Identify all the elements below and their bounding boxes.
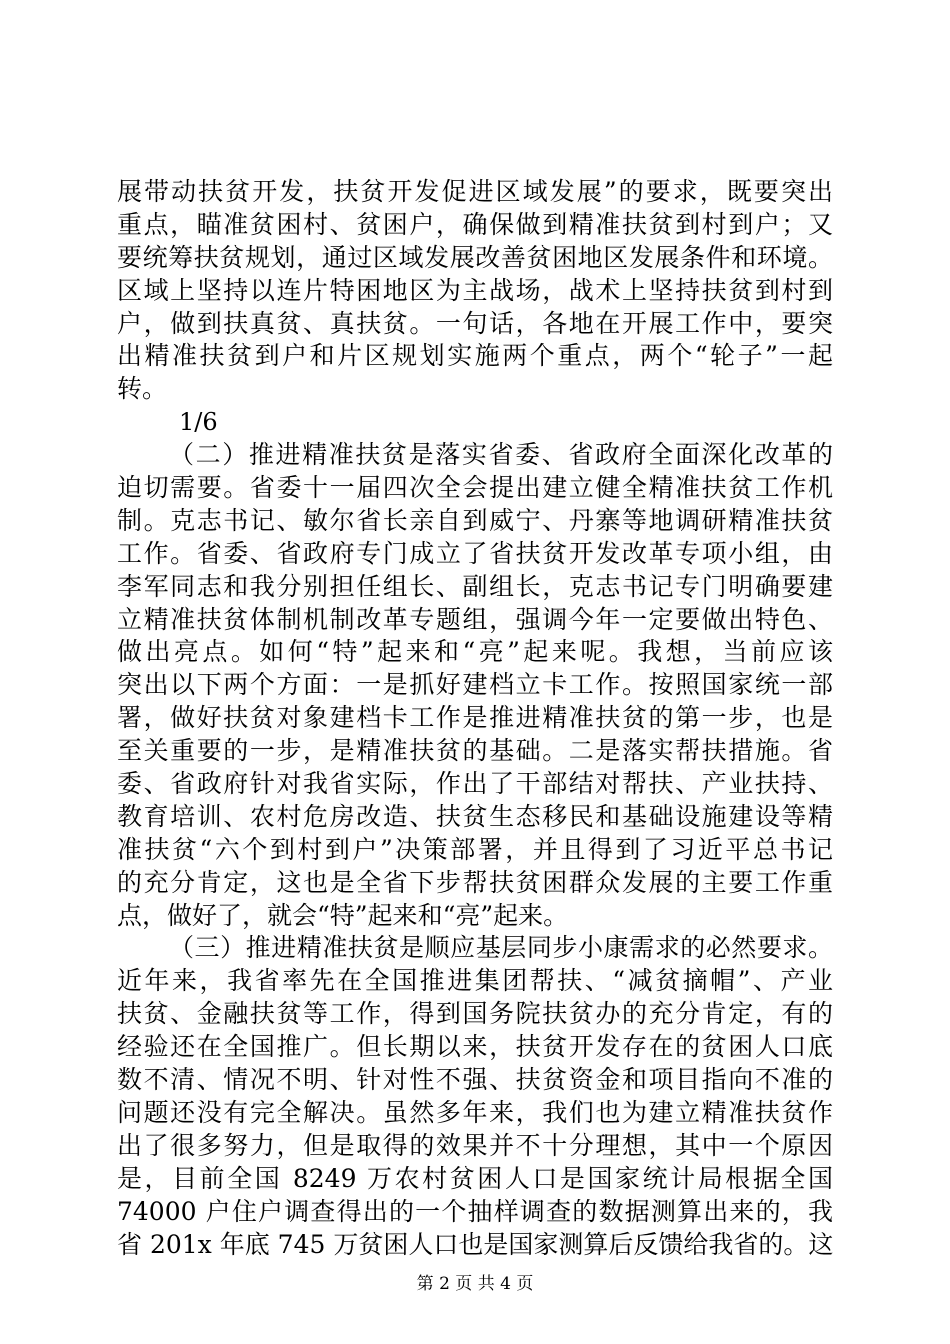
text-line: 74000 户住户调查得出的一个抽样调查的数据测算出来的，我 [117,1196,833,1226]
body-text [117,176,833,1261]
text-line: 立精准扶贫体制机制改革专题组，强调今年一定要做出特色、 [117,604,833,634]
text-line: 数不清、情况不明、针对性不强、扶贫资金和项目指向不准的 [117,1065,833,1095]
text-line: 至关重要的一步，是精准扶贫的基础。二是落实帮扶措施。省 [117,736,833,766]
text-line: 做出亮点。如何“特”起来和“亮”起来呢。我想，当前应该 [117,637,833,667]
text-line: 李军同志和我分别担任组长、副组长，克志书记专门明确要建 [117,571,833,601]
text-line: 出了很多努力，但是取得的效果并不十分理想，其中一个原因 [117,1130,833,1160]
text-line: 是，目前全国 8249 万农村贫困人口是国家统计局根据全国 [117,1163,833,1193]
text-line: 户，做到扶真贫、真扶贫。一句话，各地在开展工作中，要突 [117,308,833,338]
text-line: 经验还在全国推广。但长期以来，扶贫开发存在的贫困人口底 [117,1032,833,1062]
text-line: 区域上坚持以连片特困地区为主战场，战术上坚持扶贫到村到 [117,275,833,305]
text-line: 的充分肯定，这也是全省下步帮扶贫困群众发展的主要工作重 [117,867,833,897]
text-line: 近年来，我省率先在全国推进集团帮扶、“减贫摘帽”、产业 [117,966,833,996]
text-line: 迫切需要。省委十一届四次全会提出建立健全精准扶贫工作机 [117,473,833,503]
text-line: 问题还没有完全解决。虽然多年来，我们也为建立精准扶贫作 [117,1097,833,1127]
text-line: 要统筹扶贫规划，通过区域发展改善贫困地区发展条件和环境。 [117,242,833,272]
text-line: 工作。省委、省政府专门成立了省扶贫开发改革专项小组，由 [117,538,833,568]
text-line: （二）推进精准扶贫是落实省委、省政府全面深化改革的 [169,440,833,470]
text-line: 准扶贫“六个到村到户”决策部署，并且得到了习近平总书记 [117,834,833,864]
page-footer: 第 2 页 共 4 页 [416,1274,534,1294]
text-line: 扶贫、金融扶贫等工作，得到国务院扶贫办的充分肯定，有的 [117,999,833,1029]
text-line: 出精准扶贫到户和片区规划实施两个重点，两个“轮子”一起 [117,341,833,371]
text-line: 突出以下两个方面：一是抓好建档立卡工作。按照国家统一部 [117,670,833,700]
text-line: 点，做好了，就会“特”起来和“亮”起来。 [117,900,569,930]
page-marker: 1/6 [179,408,218,437]
text-line: 教育培训、农村危房改造、扶贫生态移民和基础设施建设等精 [117,801,833,831]
text-line: 委、省政府针对我省实际，作出了干部结对帮扶、产业扶持、 [117,769,833,799]
text-line: 制。克志书记、敏尔省长亲自到威宁、丹寨等地调研精准扶贫 [117,505,833,535]
text-line: 展带动扶贫开发，扶贫开发促进区域发展”的要求，既要突出 [117,177,833,206]
text-line: （三）推进精准扶贫是顺应基层同步小康需求的必然要求。 [169,933,833,963]
text-line: 重点，瞄准贫困村、贫困户，确保做到精准扶贫到村到户；又 [117,209,833,239]
text-line: 转。 [117,374,168,404]
text-line: 署，做好扶贫对象建档卡工作是推进精准扶贫的第一步，也是 [117,703,833,733]
text-line: 省 201x 年底 745 万贫困人口也是国家测算后反馈给我省的。这 [117,1229,834,1259]
